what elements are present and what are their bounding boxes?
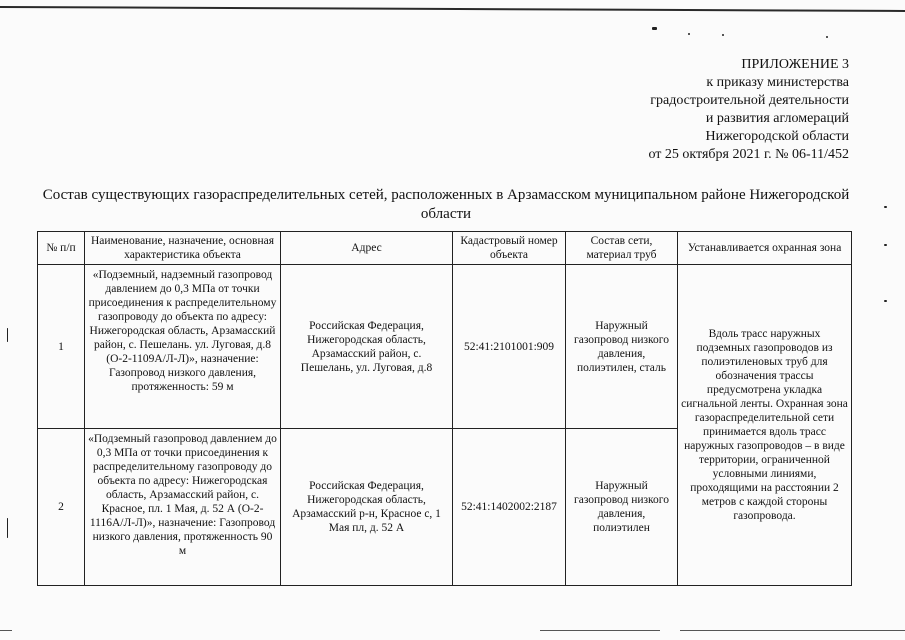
cell-object: «Подземный, надземный газопровод давлением до 0,3 МПа от точки присоединения к распределительному газопроводу до объекта по адресу: Нижегородская область, Арзамасский район, с. Пешелань. ул. Луговая, д.8 (О-2-1109А/Л-Л)», назначение: Газопровод низкого давления, протяженность: 59 м (85, 265, 281, 429)
scan-speck (652, 27, 657, 30)
header-object: Наименование, назначение, основная характеристика объекта (85, 232, 281, 265)
scan-speck (688, 33, 690, 35)
appendix-line: к приказу министерства (706, 75, 849, 90)
cell-num: 2 (38, 429, 85, 586)
scan-speck (722, 34, 724, 36)
scan-speck (7, 518, 8, 538)
appendix-line: от 25 октября 2021 г. № 06-11/452 (648, 147, 849, 162)
scan-artifact-line (0, 630, 12, 631)
cell-cadastral: 52:41:2101001:909 (453, 265, 566, 429)
cell-network: Наружный газопровод низкого давления, полиэтилен, сталь (566, 265, 678, 429)
scan-speck (884, 206, 887, 208)
scan-artifact-line (540, 630, 660, 631)
scan-speck (884, 244, 887, 246)
header-address: Адрес (281, 232, 453, 265)
cell-protection-zone: Вдоль трасс наружных подземных газопроводов из полиэтиленовых труб для обозначения трассы предусмотрена укладка сигнальной ленты. Охранная зона газораспределительной сети принимается вдоль трасс наружных газопроводов – в виде территории, ограниченной условными линиями, проходящими на расстоянии 2 метров с каждой стороны газопровода. (678, 265, 852, 586)
scan-speck (884, 300, 887, 302)
document-title: Состав существующих газораспределительных сетей, расположенных в Арзамасском муниципальном районе Нижегородской области (42, 187, 850, 222)
table-row (38, 265, 852, 429)
scan-artifact-line (680, 630, 905, 631)
appendix-line: и развития агломераций (705, 111, 849, 126)
header-cadastral: Кадастровый номер объекта (453, 232, 566, 265)
scan-artifact-line (0, 6, 905, 12)
header-network: Состав сети, материал труб (566, 232, 678, 265)
header-num: № п/п (38, 232, 85, 265)
cell-network: Наружный газопровод низкого давления, полиэтилен (566, 429, 678, 586)
appendix-line: Нижегородской области (705, 129, 849, 144)
appendix-line: градостроительной деятельности (650, 93, 849, 108)
cell-address: Российская Федерация, Нижегородская область, Арзамасский район, с. Пешелань, ул. Луговая, д.8 (281, 265, 453, 429)
scan-speck (7, 328, 8, 342)
appendix-line: ПРИЛОЖЕНИЕ 3 (741, 57, 849, 72)
gas-network-table (37, 231, 852, 586)
table-header-row (38, 232, 852, 265)
cell-object: «Подземный газопровод давлением до 0,3 МПа от точки присоединения к распределительному газопроводу до объекта по адресу: Нижегородская область, Арзамасский район, с. Красное, пл. 1 Мая, д. 52 А (О-2-1116А/Л-Л)», назначение: Газопровод низкого давления, протяженность 90 м (85, 429, 281, 586)
cell-cadastral: 52:41:1402002:2187 (453, 429, 566, 586)
appendix-block (648, 56, 849, 164)
cell-num: 1 (38, 265, 85, 429)
scan-speck (826, 36, 828, 38)
header-protection-zone: Устанавливается охранная зона (678, 232, 852, 265)
cell-address: Российская Федерация, Нижегородская область, Арзамасский р-н, Красное с, 1 Мая пл, д. 52 А (281, 429, 453, 586)
